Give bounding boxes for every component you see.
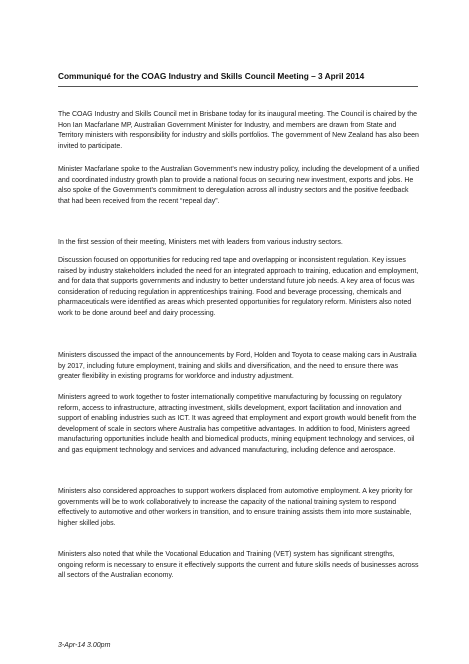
title-divider xyxy=(58,86,418,87)
paragraph-displaced-workers: Ministers also considered approaches to support workers displaced from automotive employment. A key priority for governments will be to work collaboratively to increase the capacity of the national training system to respond effectively to automotive and other workers in transition, and to ensure training assists them into more sustainable, higher skilled jobs. xyxy=(58,488,413,527)
footer-timestamp: 3-Apr-14 3.00pm xyxy=(58,642,111,649)
paragraph-vet-system: Ministers also noted that while the Vocational Education and Training (VET) system has significant strengths, ongoing reform is necessary to ensure it effectively supports the current and future skills needs of businesses across all sectors of the Australian economy. xyxy=(58,551,419,580)
document-title: Communiqué for the COAG Industry and Skills Council Meeting – 3 April 2014 xyxy=(58,71,365,81)
paragraph-competitive-manufacturing: Ministers agreed to work together to foster internationally competitive manufacturing by focussing on regulatory reform, access to infrastructure, attracting investment, skills development, export facilitation and innovation and support of enabling industries such as ICT. It was agreed that employment and export growth would benefit from the development of scale in sectors where Australia has competitive advantages. In addition to food, Ministers agreed manufacturing opportunities include health and biomedical products, mining equipment technology and services, oil and gas equipment technology and services and advanced manufacturing, including defence and aerospace. xyxy=(58,394,417,454)
paragraph-car-manufacturing: Ministers discussed the impact of the announcements by Ford, Holden and Toyota to cease making cars in Australia by 2017, including future employment, training and skills and diversification, and the need to ensure there was greater flexibility in existing programs for workforce and industry adjustment. xyxy=(58,352,417,381)
paragraph-industry-policy: Minister Macfarlane spoke to the Australian Government’s new industry policy, including the development of a unified and coordinated industry growth plan to provide a national focus on securing new investment, exports and jobs. He also spoke of the Government’s commitment to deregulation across all industry sectors and the positive feedback that had been received from the recent “repeal day”. xyxy=(58,166,420,205)
paragraph-council-intro: The COAG Industry and Skills Council met in Brisbane today for its inaugural meeting. The Council is chaired by the Hon Ian Macfarlane MP, Australian Government Minister for Industry, and members are drawn from State and Territory ministers with responsibility for industry and skills portfolios. The government of New Zealand has also been invited to participate. xyxy=(58,111,419,150)
paragraph-red-tape-discussion: Discussion focused on opportunities for reducing red tape and overlapping or inconsistent regulation. Key issues raised by industry stakeholders included the need for an integrated approach to training, education and employment, and for data that supports governments and industry to better understand future job needs. A key area of focus was consideration of reducing regulation in apprenticeships training. Food and beverage processing, chemicals and pharmaceuticals were identified as areas which presented opportunities for regulatory reform. Ministers also noted work to be done around beef and dairy processing. xyxy=(58,257,419,317)
paragraph-first-session: In the first session of their meeting, Ministers met with leaders from various industry sectors. xyxy=(58,239,343,246)
